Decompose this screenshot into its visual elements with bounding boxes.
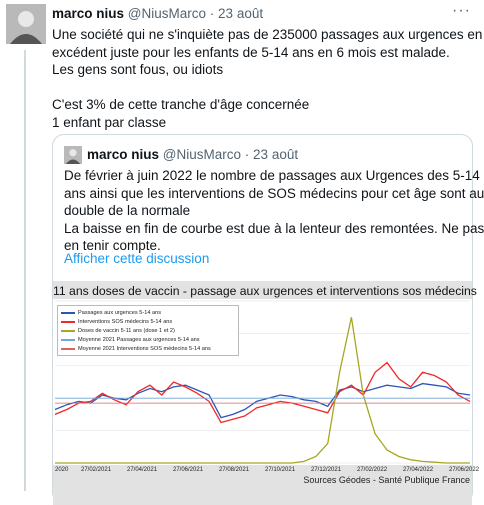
quoted-line: ans ainsi que les interventions de SOS médecins pour cet âge sont au [64, 185, 484, 201]
quoted-avatar [64, 146, 82, 164]
x-tick-label: 27/02/2021 [81, 467, 112, 473]
legend-swatch [61, 339, 75, 341]
show-thread-link[interactable]: Afficher cette discussion [64, 251, 210, 266]
quoted-author-handle: @NiusMarco [162, 147, 242, 162]
quoted-date: 23 août [253, 147, 299, 162]
x-tick-label: 27/06/2022 [449, 467, 480, 473]
tweet-line: Une société qui ne s'inquiète pas de 235000 passages aux urgences en [52, 27, 483, 42]
tweet-text [52, 26, 483, 131]
quoted-author-name: marco nius [87, 147, 160, 162]
author-handle[interactable]: @NiusMarco [127, 6, 207, 21]
quoted-text [64, 167, 484, 255]
legend-swatch [61, 348, 75, 350]
quoted-line: La baisse en fin de courbe est due à la lenteur des remontées. Ne pas [64, 220, 484, 236]
legend-label: Moyenne 2021 Interventions SOS médecins 5-14 ans [78, 345, 211, 352]
legend-label: Passages aux urgences 5-14 ans [78, 309, 162, 316]
legend-item [61, 335, 235, 344]
chart-legend [57, 305, 239, 356]
x-tick-label: 27/06/2021 [173, 467, 204, 473]
quoted-line: double de la normale [64, 203, 191, 219]
legend-item [61, 344, 235, 353]
legend-label: Interventions SOS médecins 5-14 ans [78, 318, 173, 325]
separator-dot: · [244, 147, 250, 162]
avatar[interactable] [6, 4, 46, 44]
legend-swatch [61, 321, 75, 323]
tweet-line: Les gens sont fous, ou idiots [52, 62, 224, 77]
x-tick-label: 27/04/2022 [403, 467, 434, 473]
tweet-line: excédent juste pour les enfants de 5-14 ans en 6 mois est malade. [52, 44, 450, 60]
chart-source: Sources Géodes - Santé Publique France [303, 475, 470, 485]
quoted-line: De février à juin 2022 le nombre de passages aux Urgences des 5-14 [64, 168, 480, 183]
legend-label: Doses de vaccin 5-11 ans (dose 1 et 2) [78, 327, 175, 334]
x-tick-label: 27/10/2021 [265, 467, 296, 473]
avatar-photo [6, 4, 46, 44]
chart-image[interactable] [53, 281, 480, 505]
legend-item [61, 326, 235, 335]
thread-line [24, 50, 26, 491]
legend-item [61, 317, 235, 326]
tweet-line: 1 enfant par classe [52, 114, 167, 130]
legend-swatch [61, 312, 75, 314]
tweet-line-break [52, 79, 468, 97]
x-tick-label: 27/02/2022 [357, 467, 388, 473]
more-options-icon[interactable]: ··· [452, 2, 471, 19]
quoted-avatar-photo [64, 146, 82, 164]
legend-swatch [61, 330, 75, 332]
quoted-line: en tenir compte. [64, 238, 161, 254]
author-name[interactable]: marco nius [52, 6, 125, 21]
x-tick-label: 2020 [55, 467, 69, 473]
tweet-line: C'est 3% de cette tranche d'âge concernée [52, 97, 310, 112]
x-tick-label: 27/04/2021 [127, 467, 158, 473]
legend-item [61, 308, 235, 317]
x-tick-label: 27/12/2021 [311, 467, 342, 473]
tweet-header [52, 5, 263, 22]
x-tick-label: 27/08/2021 [219, 467, 250, 473]
legend-label: Moyenne 2021 Passages aux urgences 5-14 ans [78, 336, 200, 343]
tweet-date[interactable]: 23 août [218, 6, 264, 21]
quoted-header [87, 146, 298, 163]
quoted-tweet[interactable] [52, 134, 484, 504]
chart-title: 11 ans doses de vaccin - passage aux urgences et interventions sos médecins [53, 284, 477, 298]
separator-dot: · [209, 6, 215, 21]
